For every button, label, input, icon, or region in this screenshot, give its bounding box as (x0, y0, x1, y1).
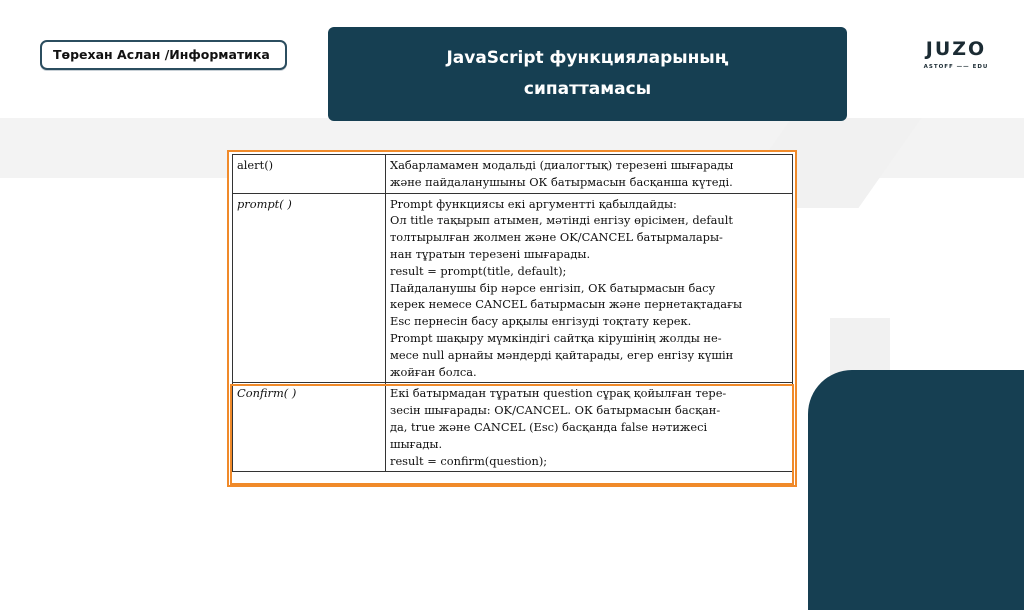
description-line: Prompt функциясы екі аргументті қабылдайды: (390, 196, 677, 211)
function-name-cell (233, 383, 386, 472)
brand-logo (918, 38, 994, 70)
logo-subtitle: ASTOFF —— EDU (923, 64, 989, 70)
logo-wordmark: JUZO (925, 38, 987, 60)
function-description-cell (386, 155, 793, 194)
function-name-cell (233, 193, 386, 383)
description-line: result = prompt(title, default); (390, 263, 567, 278)
description-line: Пайдаланушы бір нәрсе енгізіп, ОК батырмасын басу (390, 280, 716, 295)
description-line: result = confirm(question); (390, 453, 548, 468)
description-line: шығады. (390, 436, 443, 451)
table-row-prompt (233, 193, 793, 383)
description-line: Хабарламамен модальді (диалогтық) терезені шығарады (390, 158, 734, 172)
description-line: толтырылған жолмен және OK/CANCEL батырмалары- (390, 230, 723, 245)
description-line: және пайдаланушыны ОК батырмасын басқанша күтеді. (390, 174, 733, 189)
table-row-confirm (233, 383, 793, 472)
decorative-corner-panel (808, 370, 1024, 610)
description-line: нан тұратын терезені шығарады. (390, 246, 591, 261)
description-line: Екі батырмадан тұратын question сұрақ қойылған тере- (390, 386, 727, 401)
function-name-italic: Confirm( ) (237, 386, 297, 401)
table-row-alert (233, 155, 793, 194)
author-label: Төрехан Аслан /Информатика (40, 40, 287, 70)
description-line: да, true және CANCEL (Esc) басқанда false нәтижесі (390, 419, 708, 434)
slide-title-line-2: сипаттамасы (523, 79, 652, 99)
function-description-cell (386, 193, 793, 383)
description-line: керек немесе CANCEL батырмасын және пернетақтадағы (390, 297, 743, 312)
description-line: Esc пернесін басу арқылы енгізуді тоқтату керек. (390, 314, 692, 329)
scanned-table-image (227, 150, 797, 487)
slide-title-line-1: JavaScript функцияларының (446, 48, 729, 68)
slide-title-box (328, 27, 847, 121)
functions-table (232, 154, 793, 472)
function-name-italic: prompt( ) (237, 196, 292, 211)
description-line: Prompt шақыру мүмкіндігі сайтқа кірушінің жолды не- (390, 330, 722, 345)
description-line: зесін шығарады: OK/CANCEL. ОК батырмасын басқан- (390, 403, 721, 418)
function-description-cell (386, 383, 793, 472)
function-name-cell: alert() (233, 155, 386, 194)
description-line: Ол title тақырып атымен, мәтінді енгізу өрісімен, default (390, 213, 733, 228)
description-line: жойған болса. (390, 364, 477, 379)
description-line: месе null арнайы мәндерді қайтарады, егер енгізу күшін (390, 347, 734, 362)
